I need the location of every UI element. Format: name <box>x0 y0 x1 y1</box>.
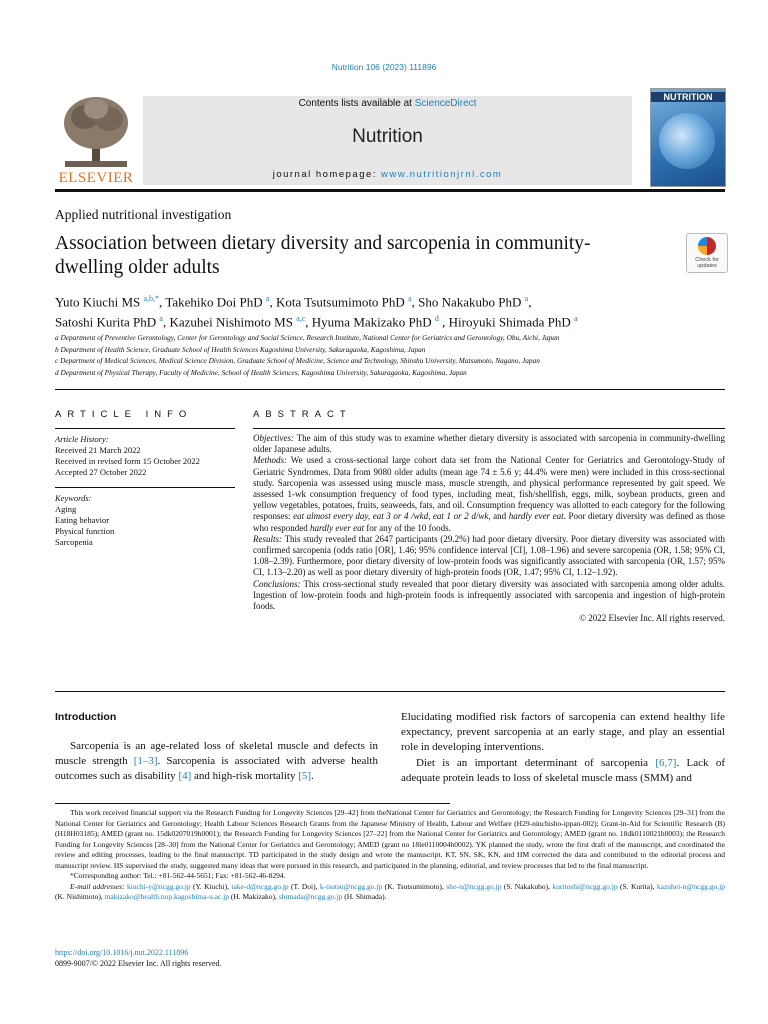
journal-banner <box>143 96 632 185</box>
methods-responses: eat almost every day, eat 3 or 4 /wkd, eat 1 or 2 d/wk, <box>293 511 491 522</box>
keywords <box>55 493 235 548</box>
email-link[interactable]: sho-n@ncgg.go.jp <box>446 881 502 891</box>
article-info-heading: ARTICLE INFO <box>55 409 193 420</box>
author-affiliation-marker[interactable]: a <box>265 294 270 303</box>
issn-copyright: 0899-9007/© 2022 Elsevier Inc. All rights reserved. <box>55 958 222 968</box>
article-section-label: Applied nutritional investigation <box>55 207 232 222</box>
contents-line <box>143 98 632 109</box>
email-link[interactable]: kiuchi-y@ncgg.go.jp <box>127 881 191 891</box>
author-name[interactable]: Kota Tsutsumimoto PhD <box>275 294 409 310</box>
email-link[interactable]: makizako@health.nop.kagoshima-u.ac.jp <box>104 892 229 901</box>
conclusions-text: This cross-sectional study revealed that poor dietary diversity was associated with sarcopenia among older adults. Ingestion of low-protein foods and high-protein foods is infrequently associated with sarcopenia and ingestion of high-protein foods. <box>253 578 725 612</box>
journal-name: Nutrition <box>352 126 423 147</box>
revised-date: Received in revised form 15 October 2022 <box>55 456 200 466</box>
body-right-column <box>401 710 725 786</box>
check-updates-label: Check for updates <box>695 257 719 269</box>
keywords-rule <box>55 487 235 488</box>
results-label: Results: <box>253 533 282 544</box>
keyword-item[interactable]: Aging <box>55 504 77 514</box>
affiliation-a: a Department of Preventive Gerontology, Center for Gerontology and Social Science, Research Institute, National Center for Geriatrics and Gerontology, Obu, Aichi, Japan <box>55 333 560 342</box>
article-history <box>55 434 235 478</box>
email-owner: (S. Nakakubo), <box>501 881 553 891</box>
sciencedirect-link[interactable]: ScienceDirect <box>414 98 477 109</box>
email-link[interactable]: shimada@ncgg.go.jp <box>278 892 343 901</box>
journal-homepage-link[interactable]: www.nutritionjrnl.com <box>381 169 503 180</box>
author-affiliation-marker[interactable]: a <box>524 294 529 303</box>
author-separator: , <box>162 314 170 330</box>
keywords-label: Keywords: <box>55 493 92 503</box>
email-owner: (H. Shimada). <box>342 892 387 901</box>
author-separator: , <box>411 294 419 310</box>
abstract-copyright: © 2022 Elsevier Inc. All rights reserved. <box>579 613 725 624</box>
email-owner: (K. Nishimoto), <box>55 892 105 901</box>
author-line-2 <box>55 310 725 330</box>
affiliation-c: c Department of Medical Sciences, Medical Science Division, Graduate School of Medicine, Science and Technology, Shinshu University, Matsumoto, Nagano, Japan <box>55 356 540 365</box>
article-info-rule <box>55 428 235 429</box>
corresponding-author-note: *Corresponding author: Tel.: +81-562-44-5651; Fax: +81-562-46-8294. <box>70 871 286 880</box>
body-text: Sarcopenia is an age-related loss of skeletal muscle and defects in muscle strength <box>55 740 378 768</box>
crossmark-icon <box>698 237 716 255</box>
author-separator: , <box>528 294 532 310</box>
corresponding-author-marker[interactable]: * <box>155 294 160 303</box>
funding-note: This work received financial support via the Research Funding for Longevity Sciences [29–42] from theNational Center for Geriatrics and Gerontology; the Research Funding for Longevity Sciences [29–31] from the National Center for Geriatrics and Gerontology; Health Labour Sciences Research Grants from the Japanese Ministry of Health, Labour and Welfare (H29-ninchisho-ippan-002); Grant-in-Aid for Scientific Research (B) (H18H03185); AMED (grant no. 15dk0207019h0001); the Research Funding for Longevity Sciences [27–22] from the National Center for Geriatrics and Gerontology; AMED (grant no. 18dk0110021h0003); the Research Funding for Longevity Sciences [28–30] from the National Center for Geriatrics and Gerontology; AMED (grant no 18le0110004h0002). YK planned the study, wrote the first draft of the manuscript, and coordinated the review and editing processes, leading to the final manuscript. TD participated in the study design and wrote the manuscript. KT, SN, SK, KN, and HM corrected the data and contributed to the editorial process and manuscript review. HS supervised the study, suggested many ideas that were pursued in this research, and participated in the planning, editorial, and review processes that led to the final manuscript. <box>55 808 725 870</box>
results-text: This study revealed that 2647 participants (29.2%) had poor dietary diversity. Poor dietary diversity was associated with confirmed sarcopenia (odds ratio [OR], 1.46; 95% confidence interval [CI], 1.08–1.96) and severe sarcopenia (OR, 1.58; 95% CI, 1.08–2.39). Furthermore, poor dietary diversity of low-protein foods was significantly associated with sarcopenia (OR, 1.57; 95% CI, 1.13–2.20) as well as poor dietary diversity of high-protein foods (OR, 1.47; 95% CI, 1.12–1.92). <box>253 533 725 578</box>
abstract-rule <box>253 428 725 429</box>
keyword-item[interactable]: Physical function <box>55 526 115 536</box>
email-owner: (K. Tsutsumimoto), <box>382 881 447 891</box>
introduction-heading: Introduction <box>55 711 117 723</box>
keyword-item[interactable]: Eating behavior <box>55 515 110 525</box>
author-affiliation-marker[interactable]: a <box>159 314 163 324</box>
author-affiliation-marker[interactable]: a <box>408 294 412 303</box>
email-owner: (S. Kurita), <box>617 881 657 891</box>
abstract-bottom-rule <box>55 691 725 692</box>
abstract-body <box>253 433 725 624</box>
author-name[interactable]: Satoshi Kurita PhD <box>55 314 160 330</box>
author-list <box>55 290 725 331</box>
doi-link[interactable]: https://doi.org/10.1016/j.nut.2022.111896 <box>55 948 189 957</box>
cover-title: NUTRITION <box>651 92 725 102</box>
methods-text-defined: . Poor dietary diversity was defined as those who responded <box>253 511 725 533</box>
author-separator: , <box>305 314 312 330</box>
tree-logo-icon <box>55 95 137 169</box>
author-separator: , <box>159 294 166 310</box>
affiliation-d: d Department of Physical Therapy, Faculty of Medicine, School of Health Sciences, Kagoshima University, Sakuragaoka, Kagoshima, Japan <box>55 367 467 377</box>
header-divider <box>55 189 725 192</box>
author-separator: , <box>269 294 276 310</box>
author-separator: , <box>438 314 449 330</box>
affiliation-b: b Department of Health Science, Graduate School of Health Sciences Kagoshima University, Sakuragaoka, Kagoshima, Japan <box>55 344 426 354</box>
citation-link[interactable]: [1–3] <box>133 755 158 768</box>
footnotes <box>55 808 725 903</box>
abstract-methods <box>253 455 725 533</box>
citation-link[interactable]: [5] <box>298 770 312 783</box>
abstract-conclusions <box>253 579 725 613</box>
journal-reference[interactable]: Nutrition 106 (2023) 111896 <box>331 62 437 72</box>
body-left-column <box>55 739 378 785</box>
citation-link[interactable]: [4] <box>178 770 192 783</box>
journal-cover-image[interactable] <box>650 88 726 187</box>
homepage-prefix: journal homepage: <box>272 169 382 180</box>
author-affiliation-marker[interactable]: a,c <box>296 314 306 324</box>
author-name[interactable]: Takehiko Doi PhD <box>165 294 266 310</box>
email-link[interactable]: kuritoshi@ncgg.go.jp <box>552 881 618 891</box>
intro-paragraph-1 <box>55 739 378 785</box>
author-name[interactable]: Yuto Kiuchi MS <box>55 294 144 310</box>
author-line-1 <box>55 290 725 310</box>
affiliations <box>55 332 735 378</box>
contents-prefix: Contents lists available at <box>298 98 415 109</box>
author-name[interactable]: Hyuma Makizako PhD <box>311 314 435 330</box>
methods-hardly-ever-2: hardly ever eat <box>310 522 365 533</box>
objectives-text: The aim of this study was to examine whether dietary diversity is associated with sarcopenia in community-dwelling older Japanese adults. <box>253 433 725 455</box>
accepted-date: Accepted 27 October 2022 <box>55 467 147 477</box>
methods-text-and: and <box>490 511 509 522</box>
author-name[interactable]: Sho Nakakubo PhD <box>418 294 525 310</box>
author-name[interactable]: Hiroyuki Shimada PhD <box>448 314 574 330</box>
email-owner: (T. Doi), <box>288 881 320 891</box>
history-label: Article History: <box>55 434 109 444</box>
intro-paragraph-2: Elucidating modified risk factors of sarcopenia can extend healthy life expectancy, prevent sarcopenia at an early stage, and play an essential role in developing interventions. <box>401 711 725 754</box>
methods-text-end: for any of the 10 foods. <box>364 522 451 533</box>
homepage-line <box>143 169 632 180</box>
body-text: Diet is an important determinant of sarcopenia <box>416 756 656 769</box>
citation-link[interactable]: [6,7] <box>655 756 677 769</box>
body-text: . Sarcopenia is associated with adverse health outcomes such as disability <box>55 755 378 783</box>
elsevier-logo[interactable] <box>55 95 137 187</box>
email-label: E-mail addresses: <box>70 881 125 891</box>
check-for-updates-button[interactable] <box>686 233 728 273</box>
methods-text: We used a cross-sectional large cohort data set from the National Center for Geriatrics and Gerontology-Study of Geriatric Syndromes. Data from 9080 older adults (mean age 74 ± 5.6 y; 44.4% were men) were included in this cross-sectional study. Sarcopenia was assessed using muscle mass, muscle strength, and physical performance represented by gait speed. We assessed 1-wk consumption frequency of food types, including meat, fish/shellfish, eggs, milk, soybean products, green and yellow vegetables, potatoes, fruits, seaweeds, fats, and oil. Consumption frequency was allotted to each category for the following responses: <box>253 455 725 522</box>
footnote-rule <box>55 803 450 804</box>
abstract-heading: ABSTRACT <box>253 409 352 420</box>
email-owner: (H. Makizako), <box>228 892 279 901</box>
body-text: . <box>311 770 314 783</box>
email-addresses <box>55 882 725 903</box>
affiliation-divider <box>55 389 725 390</box>
cover-globe-graphic <box>659 113 715 169</box>
abstract-results <box>253 534 725 579</box>
email-link[interactable]: kazuhei-n@ncgg.go.jp <box>656 881 726 891</box>
article-title: Association between dietary diversity and sarcopenia in community-dwelling older adults <box>55 233 591 278</box>
methods-label: Methods: <box>253 455 287 466</box>
conclusions-label: Conclusions: <box>253 578 301 589</box>
email-link[interactable]: k-tsutsu@ncgg.go.jp <box>319 881 383 891</box>
objectives-label: Objectives: <box>253 433 294 443</box>
email-link[interactable]: take-d@ncgg.go.jp <box>231 881 289 891</box>
abstract-objectives <box>253 433 725 455</box>
intro-paragraph-3 <box>401 756 725 786</box>
author-affiliation-marker[interactable]: a,b, <box>143 294 156 303</box>
publisher-wordmark: ELSEVIER <box>58 170 134 186</box>
body-text: and high-risk mortality <box>191 770 299 783</box>
author-affiliation-marker[interactable]: a <box>573 314 578 324</box>
body-text: . Lack of adequate protein leads to loss of skeletal muscle mass (SMM) and <box>401 756 726 784</box>
methods-hardly-ever: hardly ever eat <box>508 511 564 522</box>
author-affiliation-marker[interactable]: d <box>434 314 439 324</box>
keyword-item[interactable]: Sarcopenia <box>55 537 93 547</box>
email-owner: (Y. Kiuchi), <box>190 881 232 891</box>
received-date: Received 21 March 2022 <box>55 445 141 455</box>
author-name[interactable]: Kazuhei Nishimoto MS <box>169 314 297 330</box>
doi-block <box>55 948 222 969</box>
